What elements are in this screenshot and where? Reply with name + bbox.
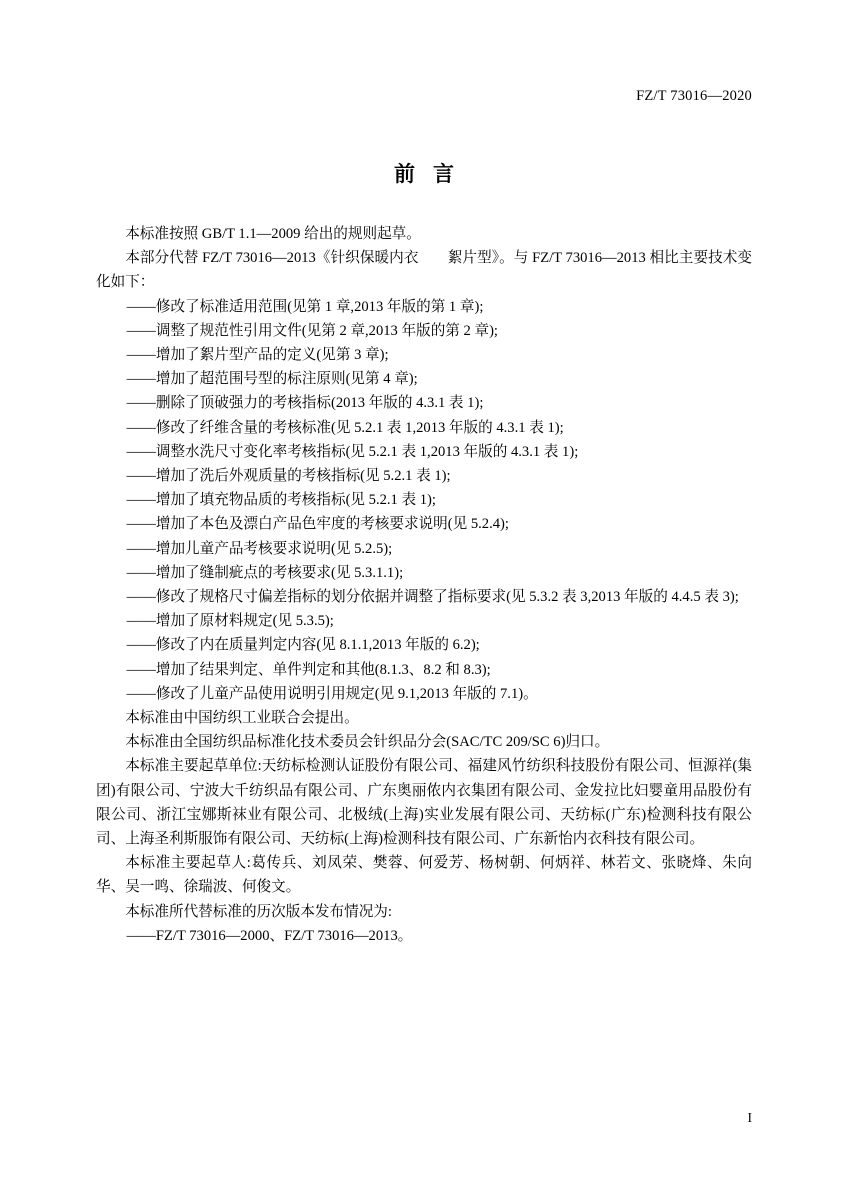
change-item: ——增加了原材料规定(见 5.3.5);: [126, 613, 334, 630]
change-item: ——删除了顶破强力的考核指标(2013 年版的 4.3.1 表 1);: [126, 395, 484, 412]
change-item: ——增加了超范围号型的标注原则(见第 4 章);: [126, 371, 418, 388]
change-item: ——调整水洗尺寸变化率考核指标(见 5.2.1 表 1,2013 年版的 4.3.1 表 1);: [126, 443, 579, 460]
foreword-replaced-list: ——FZ/T 73016—2000、FZ/T 73016—2013。: [126, 927, 413, 944]
change-item: ——修改了规格尺寸偏差指标的划分依据并调整了指标要求(见 5.3.2 表 3,2013 年版的 4.4.5 表 3);: [126, 589, 739, 606]
foreword-body: [96, 222, 752, 948]
change-item: ——修改了纤维含量的考核标准(见 5.2.1 表 1,2013 年版的 4.3.1 表 1);: [126, 419, 564, 436]
foreword-drafting-units: 本标准主要起草单位:天纺标检测认证股份有限公司、福建风竹纺织科技股份有限公司、恒源祥(集团)有限公司、宁波大千纺织品有限公司、广东奥丽侬内衣集团有限公司、金发拉比妇婴童用品股份有限公司、浙江宝娜斯袜业有限公司、北极绒(上海)实业发展有限公司、天纺标(广东)检测科技有限公司、上海圣利斯服饰有限公司、天纺标(上海)检测科技有限公司、广东新怡内衣科技有限公司。: [96, 758, 752, 848]
header-standard-code: FZ/T 73016—2020: [636, 88, 752, 104]
change-item: ——增加了本色及漂白产品色牢度的考核要求说明(见 5.2.4);: [126, 516, 509, 533]
change-item: ——增加了填充物品质的考核指标(见 5.2.1 表 1);: [126, 492, 436, 509]
page-title: 前言: [394, 162, 472, 186]
page-number: I: [747, 1110, 752, 1125]
change-item: ——修改了标准适用范围(见第 1 章,2013 年版的第 1 章);: [126, 298, 484, 315]
foreword-intro-line: 本部分代替 FZ/T 73016—2013《针织保暖内衣 絮片型》。与 FZ/T 73016—2013 相比主要技术变化如下：: [96, 250, 752, 291]
foreword-drafters: 本标准主要起草人:葛传兵、刘凤荣、樊蓉、何爱芳、杨树朝、何炳祥、林若文、张晓烽、朱向华、吴一鸣、徐瑞波、何俊文。: [96, 855, 752, 896]
foreword-intro-line: 本标准按照 GB/T 1.1—2009 给出的规则起草。: [125, 226, 421, 242]
change-item: ——增加儿童产品考核要求说明(见 5.2.5);: [126, 540, 393, 557]
change-item: ——增加了结果判定、单件判定和其他(8.1.3、8.2 和 8.3);: [126, 661, 491, 678]
change-item: ——增加了絮片型产品的定义(见第 3 章);: [126, 347, 389, 364]
foreword-jurisdiction: 本标准由全国纺织品标准化技术委员会针织品分会(SAC/TC 209/SC 6)归口。: [125, 734, 610, 751]
foreword-proposer: 本标准由中国纺织工业联合会提出。: [125, 710, 359, 727]
foreword-replaced-intro: 本标准所代替标准的历次版本发布情况为:: [125, 903, 392, 920]
change-item: ——增加了洗后外观质量的考核指标(见 5.2.1 表 1);: [126, 468, 451, 485]
change-item: ——修改了儿童产品使用说明引用规定(见 9.1,2013 年版的 7.1)。: [126, 685, 538, 702]
change-item: ——调整了规范性引用文件(见第 2 章,2013 年版的第 2 章);: [126, 322, 498, 339]
change-item: ——修改了内在质量判定内容(见 8.1.1,2013 年版的 6.2);: [126, 637, 480, 654]
change-item: ——增加了缝制疵点的考核要求(见 5.3.1.1);: [126, 564, 404, 581]
